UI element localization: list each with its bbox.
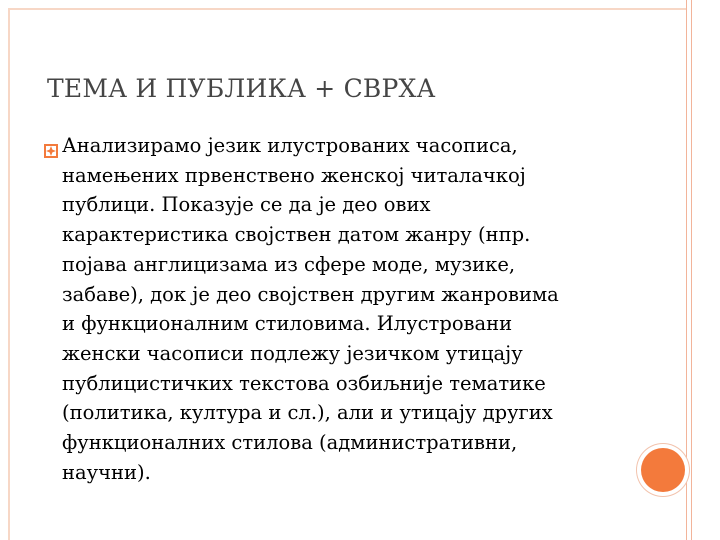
text-line: забаве), док је део својствен другим жанровима	[62, 282, 559, 306]
right-rail-line	[686, 0, 687, 540]
text-line: женски часописи подлежу језичком утицају	[62, 341, 523, 365]
bullet-paragraph	[62, 131, 632, 487]
text-line: карактеристика својствен датом жанру (нпр.	[62, 223, 531, 247]
text-line: појава англицизама из сфере моде, музике,	[62, 252, 516, 276]
right-rail-line	[691, 0, 692, 540]
text-line: (политика, култура и сл.), али и утицају других	[62, 401, 553, 425]
text-line: и функционалним стиловима. Илустровани	[62, 312, 513, 336]
text-line: публицистичких текстова озбиљније тематике	[62, 371, 546, 395]
frame-top-line	[8, 8, 686, 10]
text-line: научни).	[62, 460, 151, 484]
text-line: Анализирамо језик илустрованих часописа,	[62, 134, 518, 157]
slide-title: ТЕМА И ПУБЛИКА + СВРХА	[47, 74, 436, 103]
text-line: намењених првенствено женској читалачкој	[62, 163, 526, 187]
frame-left-line	[8, 8, 10, 540]
text-line: функционалних стилова (административни,	[62, 431, 518, 455]
decorative-circle	[641, 448, 685, 492]
text-line: публици. Показује се да је део ових	[62, 193, 431, 217]
diamond-star-bullet-icon	[44, 144, 58, 158]
